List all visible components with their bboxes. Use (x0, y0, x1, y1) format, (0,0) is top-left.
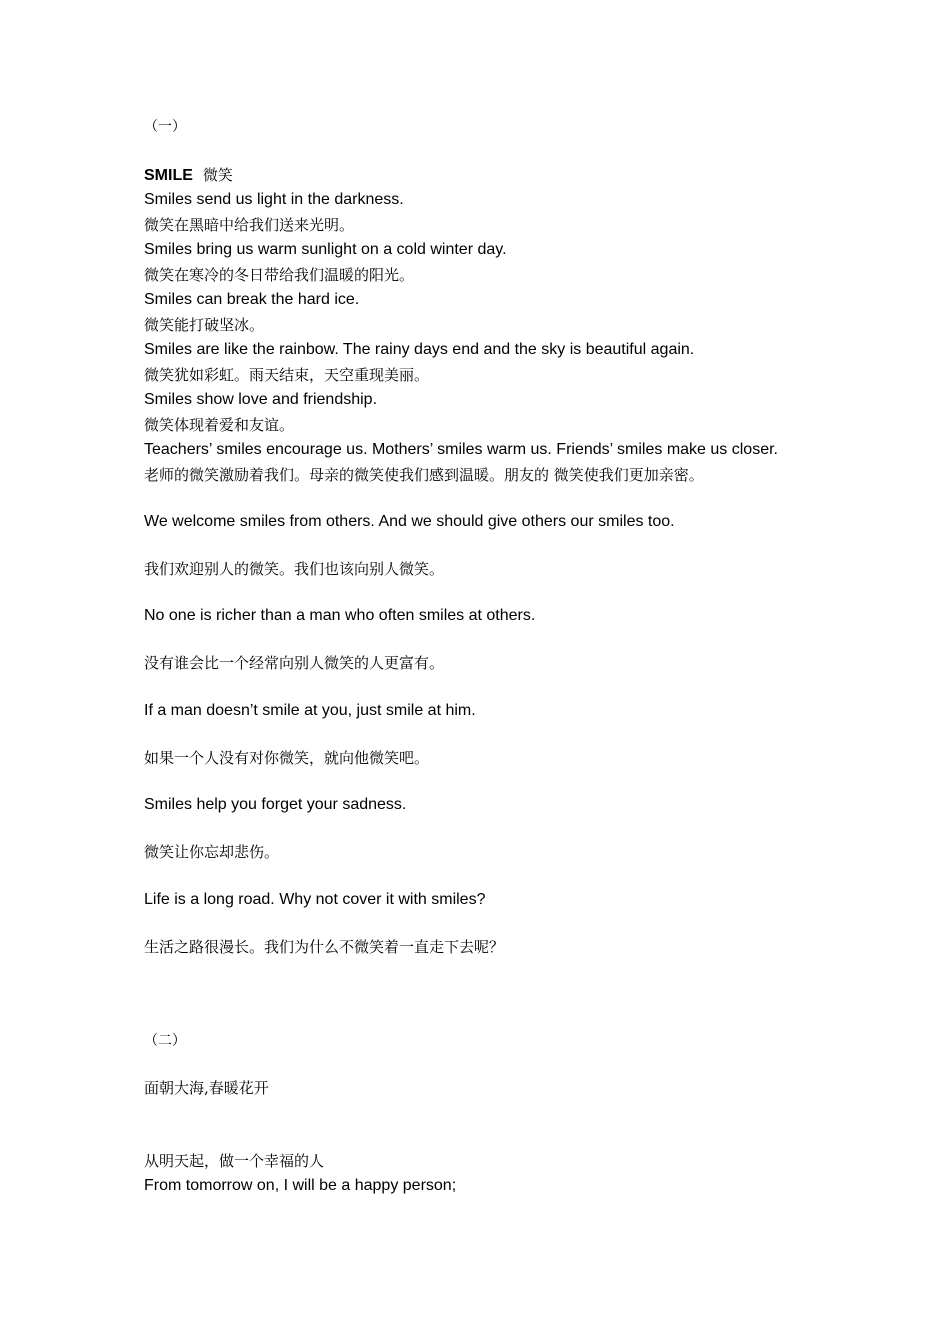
text-line: 微笑在黑暗中给我们送来光明。 (144, 216, 355, 234)
text-line: Smiles show love and friendship. (144, 391, 378, 408)
text-line: 微笑在寒冷的冬日带给我们温暖的阳光。 (144, 266, 415, 284)
section-2-marker: （二） (144, 1033, 186, 1049)
title-english: SMILE (144, 167, 193, 184)
paragraph-line: No one is richer than a man who often smiles at others. (144, 607, 536, 624)
text-line: 微笑体现着爱和友谊。 (144, 416, 295, 434)
paragraph-line: We welcome smiles from others. And we should give others our smiles too. (144, 513, 675, 530)
section-1-marker: （一） (144, 119, 186, 135)
paragraph-line: Life is a long road. Why not cover it with smiles? (144, 891, 486, 908)
text-line: From tomorrow on, I will be a happy person; (144, 1177, 457, 1194)
paragraph-line: If a man doesn’t smile at you, just smile at him. (144, 702, 476, 719)
paragraph-line: 没有谁会比一个经常向别人微笑的人更富有。 (144, 654, 445, 672)
paragraph-line: 我们欢迎别人的微笑。我们也该向别人微笑。 (144, 560, 445, 578)
text-line: 从明天起，做一个幸福的人 (144, 1152, 325, 1170)
title-chinese: 微笑 (202, 166, 233, 184)
section-1-title (144, 165, 233, 185)
text-line: Teachers’ smiles encourage us. Mothers’ smiles warm us. Friends’ smiles make us closer. (144, 441, 778, 458)
text-line: 微笑犹如彩虹。雨天结束，天空重现美丽。 (144, 366, 430, 384)
paragraph-line: 生活之路很漫长。我们为什么不微笑着一直走下去呢？ (144, 938, 505, 956)
text-line: Smiles are like the rainbow. The rainy days end and the sky is beautiful again. (144, 341, 695, 358)
section-2-title: 面朝大海,春暖花开 (144, 1079, 269, 1097)
paragraph-line: Smiles help you forget your sadness. (144, 796, 407, 813)
text-line: 微笑能打破坚冰。 (144, 316, 265, 334)
paragraph-line: 如果一个人没有对你微笑，就向他微笑吧。 (144, 749, 430, 767)
text-line: Smiles can break the hard ice. (144, 291, 360, 308)
paragraph-line: 微笑让你忘却悲伤。 (144, 843, 280, 861)
text-line: Smiles send us light in the darkness. (144, 191, 404, 208)
text-line: 老师的微笑激励着我们。母亲的微笑使我们感到温暖。朋友的 微笑使我们更加亲密。 (144, 466, 704, 484)
text-line: Smiles bring us warm sunlight on a cold winter day. (144, 241, 507, 258)
